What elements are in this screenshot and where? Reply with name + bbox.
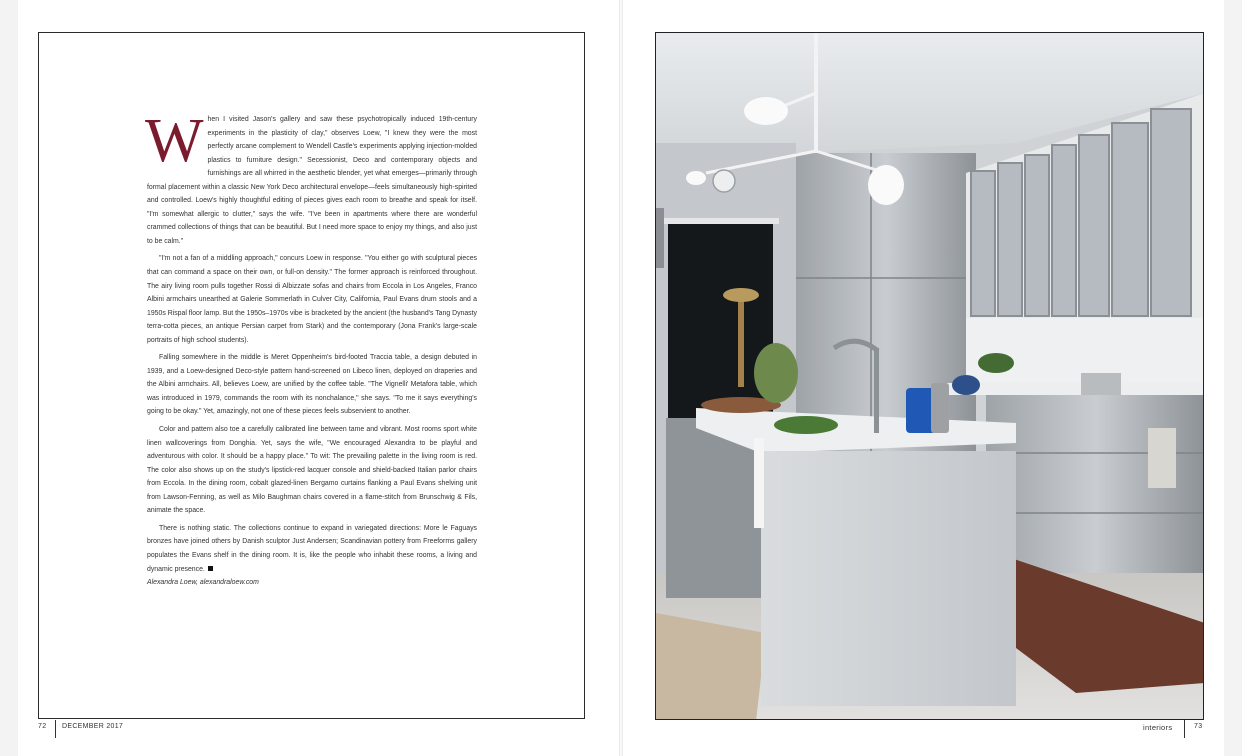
issue-date: DECEMBER 2017 [62,723,124,730]
paragraph-1 [145,107,477,248]
drop-cap: W [145,107,204,175]
end-mark-icon [208,566,213,571]
paragraph-5 [147,522,477,590]
right-page-number: 73 [1194,723,1203,730]
section-label: interiors [1143,723,1173,732]
signoff: Alexandra Loew, alexandraloew.com [147,579,259,587]
left-page-number: 72 [38,723,47,730]
paragraph-2: "I'm not a fan of a middling approach," concurs Loew in response. "You either go with sculptural pieces that can command a space on their own, or full-on density." The former approach is reinforced throughout. The airy living room pulls together Rossi di Albizzate sofas and chairs from Eccola in Los Angeles, Franco Albini armchairs unearthed at Galerie Sommerlath in Culver City, California, Paul Evans drum stools and a 1950s Rispal floor lamp. But the 1950s–1970s vibe is bracketed by the ancient (the husband's Tang Dynasty terra-cotta pieces, an antique Persian carpet from Stark) and the contemporary (Jona Frank's large-scale portraits of high school students). [147,255,477,344]
folio-divider [55,720,56,738]
paragraph-text: hen I visited Jason's gallery and saw these psychotropically induced 19th-century experiments in the plasticity of clay," observes Loew, "I knew they were the most perfectly arcane complement to Wendell Castle's experiments applying injection-molded plastics to furniture design." Secessionist, Deco and contemporary objects and furnishings are all whirred in the aesthetic blender, yet what emerges—primarily through formal placement within a classic New York Deco architectural envelope—feels simultaneously high-spirited and controlled. Loew's highly thoughtful editing of pieces gives each room to breathe and speak for itself. "I'm somewhat allergic to clutter," says the wife. "I've been in apartments where there are wonderful crammed collections of things that can be beautiful. But I need more space to enjoy my things, and also just to be calm." [147,116,477,245]
paragraph-text: There is nothing static. The collections continue to expand in variegated directions: More le Faguays bronzes have joined others by Danish sculptor Just Andersen; Scandinavian pottery from Freeforms gallery populates the Evans shelf in the dining room. It is, like the people who inhabit these rooms, a living and dynamic presence. [147,524,477,573]
kitchen-photo [655,32,1204,720]
article-body [145,107,477,594]
paragraph-4: Color and pattern also toe a carefully calibrated line between tame and vibrant. Most rooms sport white linen wallcoverings from Donghia. Yet, says the wife, "We encouraged Alexandra to be playful and adventurous with color. It should be a happy place." To wit: The prevailing palette in the living room is red. The color also shows up on the study's lipstick-red lacquer console and shield-backed Italian parlor chairs from Eccola. In the dining room, cobalt glazed-linen Bergamo curtains flanking a Paul Evans shelving unit from Lawson-Fenning, as well as Milo Baughman chairs covered in a flame-stitch from Brunschwig & Fils, animate the space. [147,426,477,515]
folio-divider [1184,720,1185,738]
page-gutter [619,0,623,756]
paragraph-3: Falling somewhere in the middle is Meret Oppenheim's bird-footed Traccia table, a design debuted in 1939, and a Loew-designed Deco-style pattern hand-screened on Libeco linen, deployed on draperies and the Albini armchairs. All, believes Loew, are unified by the coffee table. "The Vignelli' Metafora table, which was introduced in 1979, commands the room with its nonchalance," she says. "To me it says everything's going to be okay." Yet, amazingly, not one of these pieces feels subservient to another. [147,354,477,416]
kitchen-photo-icon [656,33,1204,720]
